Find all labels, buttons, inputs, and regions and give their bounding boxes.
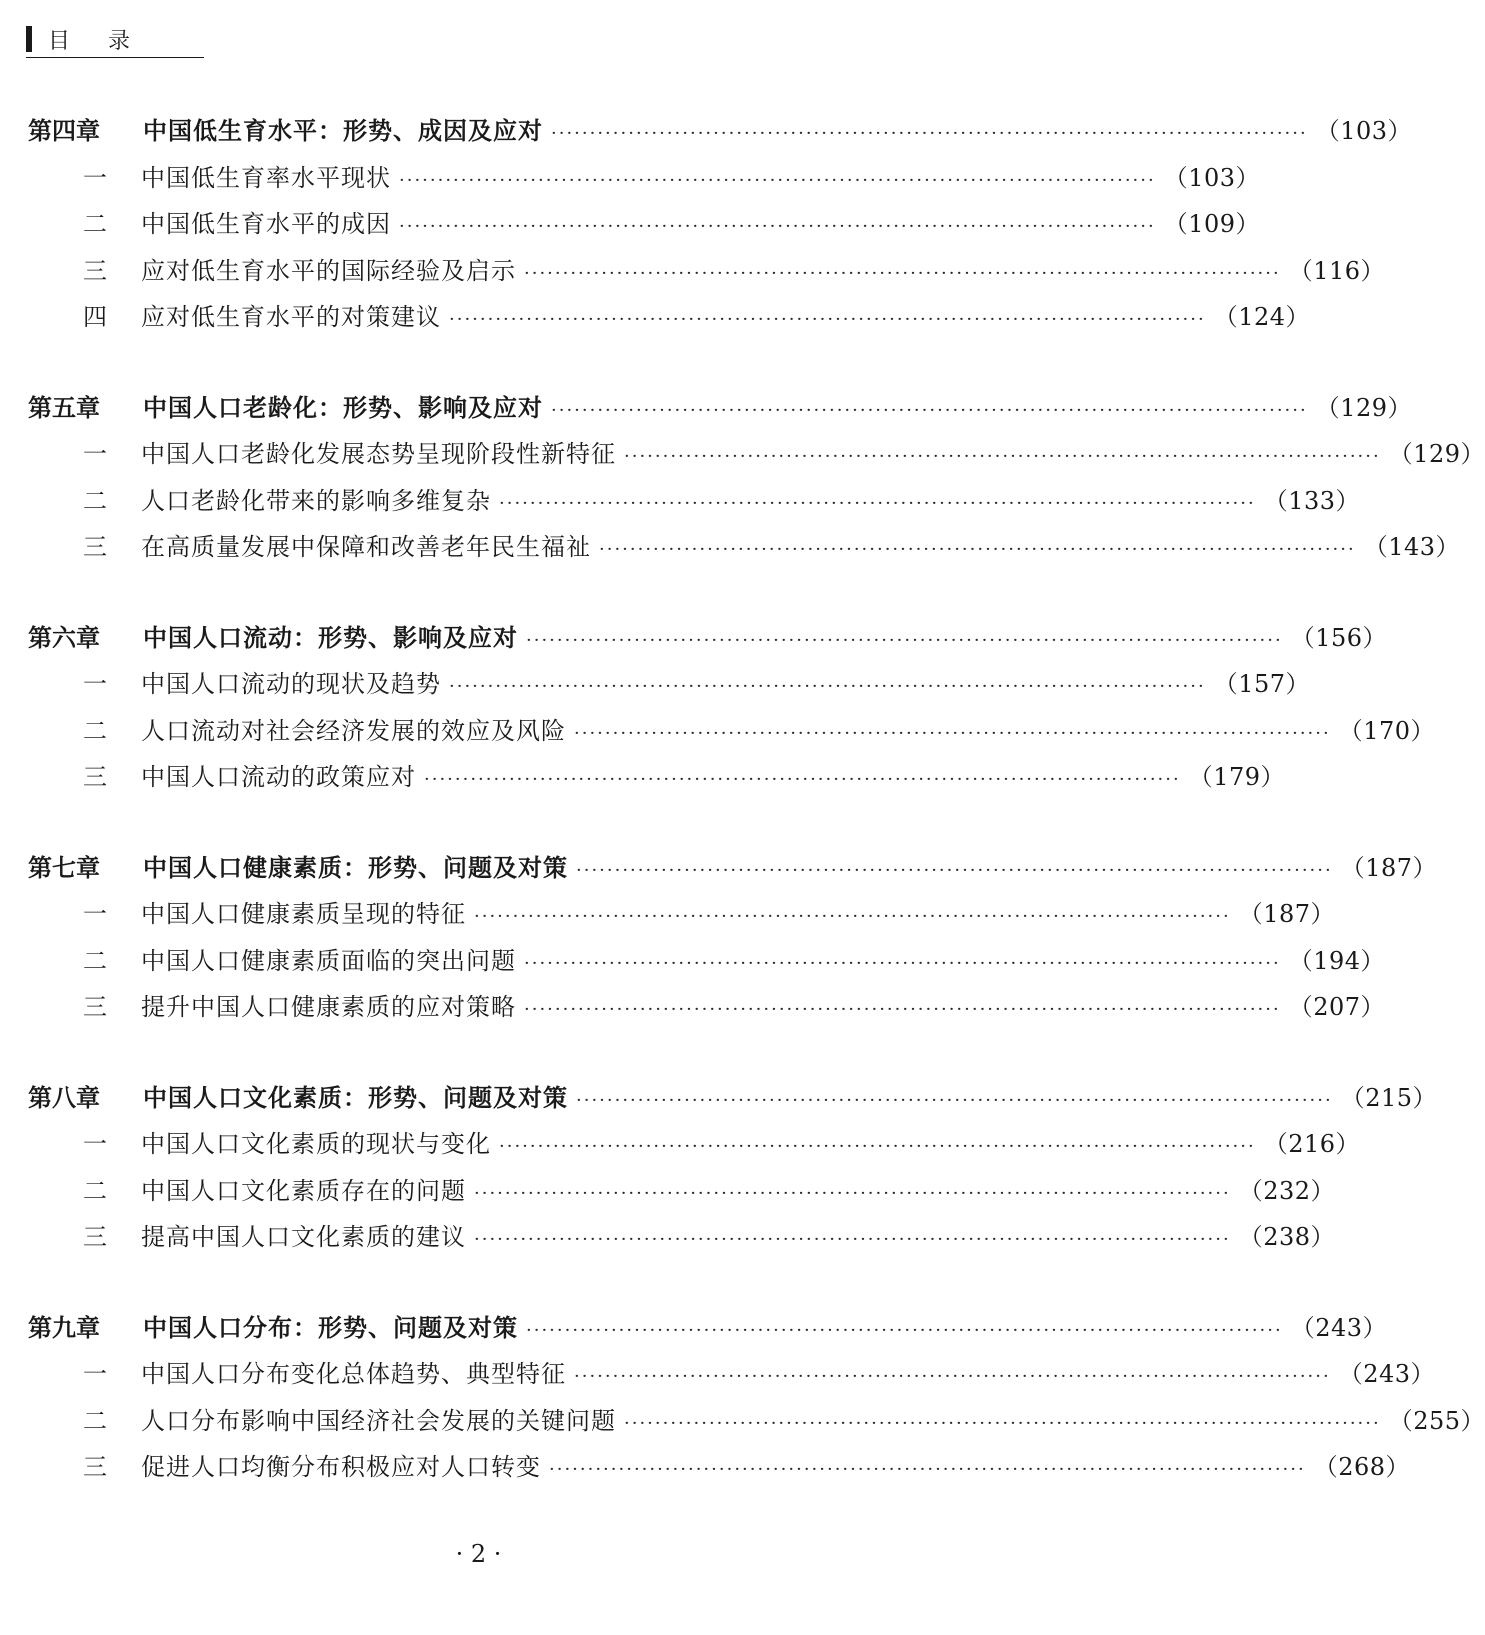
section-row[interactable] bbox=[28, 754, 1286, 801]
section-number: 二 bbox=[83, 1176, 107, 1205]
section-title: 中国人口健康素质呈现的特征 bbox=[141, 900, 466, 928]
section-title: 应对低生育水平的国际经验及启示 bbox=[141, 256, 516, 285]
section-number: 一 bbox=[83, 670, 107, 698]
toc-chapter bbox=[28, 1075, 1438, 1261]
chapter-number: 第八章 bbox=[28, 1082, 100, 1112]
chapter-number: 第七章 bbox=[28, 852, 100, 882]
section-number: 一 bbox=[83, 1360, 107, 1388]
page-ref: （187） bbox=[1340, 853, 1438, 882]
chapter-row[interactable] bbox=[28, 615, 1388, 662]
page-ref: （103） bbox=[1315, 117, 1413, 145]
section-number: 二 bbox=[83, 486, 107, 515]
section-title: 在高质量发展中保障和改善老年民生福祉 bbox=[141, 533, 591, 561]
dot-leader: ·································································································· bbox=[474, 1229, 1231, 1250]
table-of-contents bbox=[28, 108, 1485, 1535]
page-ref: （143） bbox=[1363, 533, 1461, 561]
chapter-number: 第四章 bbox=[28, 116, 100, 145]
dot-leader: ·································································································· bbox=[449, 676, 1206, 697]
page-ref: （255） bbox=[1388, 1406, 1485, 1435]
page-ref: （133） bbox=[1263, 486, 1361, 515]
chapter-title: 中国低生育水平：形势、成因及应对 bbox=[143, 116, 543, 145]
section-title: 中国低生育水平的成因 bbox=[141, 210, 391, 238]
chapter-title: 中国人口健康素质：形势、问题及对策 bbox=[143, 852, 568, 882]
dot-leader: ·································································································· bbox=[499, 1136, 1256, 1157]
toc-header bbox=[26, 22, 204, 58]
dot-leader: ·································································································· bbox=[599, 539, 1356, 560]
section-row[interactable] bbox=[28, 1214, 1336, 1261]
dot-leader: ·································································································· bbox=[499, 492, 1256, 514]
page-ref: （194） bbox=[1288, 946, 1386, 975]
page-ref: （268） bbox=[1313, 1453, 1411, 1481]
chapter-row[interactable] bbox=[28, 385, 1413, 432]
section-row[interactable] bbox=[28, 1168, 1336, 1215]
section-row[interactable] bbox=[28, 155, 1261, 202]
section-number: 四 bbox=[83, 303, 107, 331]
dot-leader: ·································································································· bbox=[424, 769, 1181, 790]
page-ref: （179） bbox=[1188, 763, 1286, 791]
section-number: 二 bbox=[83, 1406, 107, 1435]
chapter-title: 中国人口流动：形势、影响及应对 bbox=[143, 622, 518, 652]
section-row[interactable] bbox=[28, 984, 1386, 1031]
dot-leader: ·································································································· bbox=[549, 1459, 1306, 1480]
page-ref: （207） bbox=[1288, 993, 1386, 1021]
section-number: 一 bbox=[83, 163, 107, 192]
section-title: 中国人口文化素质的现状与变化 bbox=[141, 1130, 491, 1158]
section-row[interactable] bbox=[28, 294, 1311, 341]
page-ref: （216） bbox=[1263, 1130, 1361, 1158]
page-ref: （243） bbox=[1290, 1313, 1388, 1342]
section-row[interactable] bbox=[28, 1351, 1436, 1398]
dot-leader: ·································································································· bbox=[551, 123, 1308, 144]
chapter-title: 中国人口老龄化：形势、影响及应对 bbox=[143, 392, 543, 422]
page-ref: （238） bbox=[1238, 1223, 1336, 1251]
section-row[interactable] bbox=[28, 1444, 1411, 1491]
dot-leader: ·································································································· bbox=[524, 952, 1281, 974]
header-bar bbox=[26, 26, 32, 52]
dot-leader: ·································································································· bbox=[526, 629, 1283, 651]
dot-leader: ·································································································· bbox=[526, 1319, 1283, 1341]
chapter-row[interactable] bbox=[28, 108, 1413, 155]
section-row[interactable] bbox=[28, 891, 1336, 938]
page-ref: （116） bbox=[1288, 256, 1386, 285]
section-title: 促进人口均衡分布积极应对人口转变 bbox=[141, 1453, 541, 1481]
section-number: 二 bbox=[83, 210, 107, 238]
section-number: 三 bbox=[83, 763, 107, 791]
section-number: 三 bbox=[83, 1453, 107, 1481]
section-row[interactable] bbox=[28, 524, 1461, 571]
page-ref: （129） bbox=[1388, 440, 1485, 468]
toc-chapter bbox=[28, 615, 1436, 801]
section-title: 中国人口流动的现状及趋势 bbox=[141, 670, 441, 698]
section-number: 三 bbox=[83, 993, 107, 1021]
section-number: 一 bbox=[83, 900, 107, 928]
section-title: 人口老龄化带来的影响多维复杂 bbox=[141, 486, 491, 515]
section-number: 一 bbox=[83, 440, 107, 468]
section-row[interactable] bbox=[28, 708, 1436, 755]
header-rule bbox=[26, 57, 204, 58]
chapter-title: 中国人口文化素质：形势、问题及对策 bbox=[143, 1082, 568, 1112]
section-title: 中国人口健康素质面临的突出问题 bbox=[141, 946, 516, 975]
dot-leader: ·································································································· bbox=[576, 1089, 1333, 1111]
section-title: 中国人口老龄化发展态势呈现阶段性新特征 bbox=[141, 440, 616, 468]
section-number: 三 bbox=[83, 533, 107, 561]
dot-leader: ·································································································· bbox=[524, 999, 1281, 1020]
dot-leader: ·································································································· bbox=[574, 722, 1331, 744]
chapter-number: 第五章 bbox=[28, 392, 100, 422]
chapter-title: 中国人口分布：形势、问题及对策 bbox=[143, 1312, 518, 1342]
dot-leader: ·································································································· bbox=[624, 1412, 1381, 1434]
page-ref: （157） bbox=[1213, 670, 1311, 698]
page-ref: （187） bbox=[1238, 900, 1336, 928]
page-ref: （129） bbox=[1315, 393, 1413, 422]
section-number: 三 bbox=[83, 256, 107, 285]
section-row[interactable] bbox=[28, 661, 1311, 708]
page-ref: （243） bbox=[1338, 1360, 1436, 1388]
chapter-number: 第六章 bbox=[28, 622, 100, 652]
section-title: 中国人口流动的政策应对 bbox=[141, 763, 416, 791]
section-number: 三 bbox=[83, 1223, 107, 1251]
dot-leader: ·································································································· bbox=[399, 216, 1156, 237]
dot-leader: ·································································································· bbox=[551, 399, 1308, 421]
dot-leader: ·································································································· bbox=[474, 1182, 1231, 1204]
section-number: 二 bbox=[83, 716, 107, 745]
section-row[interactable] bbox=[28, 248, 1386, 295]
dot-leader: ·································································································· bbox=[449, 309, 1206, 330]
section-title: 中国人口分布变化总体趋势、典型特征 bbox=[141, 1360, 566, 1388]
page-ref: （232） bbox=[1238, 1176, 1336, 1205]
page-ref: （124） bbox=[1213, 303, 1311, 331]
dot-leader: ·································································································· bbox=[574, 1366, 1331, 1387]
section-row[interactable] bbox=[28, 478, 1361, 525]
chapter-row[interactable] bbox=[28, 845, 1438, 892]
section-row[interactable] bbox=[28, 1121, 1361, 1168]
dot-leader: ·································································································· bbox=[624, 446, 1381, 467]
dot-leader: ·································································································· bbox=[474, 906, 1231, 927]
toc-chapter bbox=[28, 108, 1413, 341]
chapter-number: 第九章 bbox=[28, 1312, 100, 1342]
section-title: 人口分布影响中国经济社会发展的关键问题 bbox=[141, 1406, 616, 1435]
section-title: 提高中国人口文化素质的建议 bbox=[141, 1223, 466, 1251]
section-title: 人口流动对社会经济发展的效应及风险 bbox=[141, 716, 566, 745]
section-number: 一 bbox=[83, 1130, 107, 1158]
section-row[interactable] bbox=[28, 1398, 1485, 1445]
section-row[interactable] bbox=[28, 938, 1386, 985]
section-number: 二 bbox=[83, 946, 107, 975]
toc-chapter bbox=[28, 1305, 1485, 1491]
chapter-row[interactable] bbox=[28, 1075, 1438, 1122]
page-ref: （103） bbox=[1163, 163, 1261, 192]
section-title: 提升中国人口健康素质的应对策略 bbox=[141, 993, 516, 1021]
page-ref: （109） bbox=[1163, 210, 1261, 238]
toc-chapter bbox=[28, 385, 1485, 571]
section-title: 中国低生育率水平现状 bbox=[141, 163, 391, 192]
page-ref: （156） bbox=[1290, 623, 1388, 652]
dot-leader: ·································································································· bbox=[524, 262, 1281, 284]
chapter-row[interactable] bbox=[28, 1305, 1388, 1352]
section-title: 应对低生育水平的对策建议 bbox=[141, 303, 441, 331]
page-ref: （170） bbox=[1338, 716, 1436, 745]
header-title: 目录 bbox=[48, 29, 169, 54]
section-title: 中国人口文化素质存在的问题 bbox=[141, 1176, 466, 1205]
page-ref: （215） bbox=[1340, 1083, 1438, 1112]
dot-leader: ·································································································· bbox=[576, 859, 1333, 881]
page-number: · 2 · bbox=[455, 1540, 502, 1568]
section-row[interactable] bbox=[28, 201, 1261, 248]
dot-leader: ·································································································· bbox=[399, 169, 1156, 191]
section-row[interactable] bbox=[28, 431, 1485, 478]
toc-chapter bbox=[28, 845, 1438, 1031]
